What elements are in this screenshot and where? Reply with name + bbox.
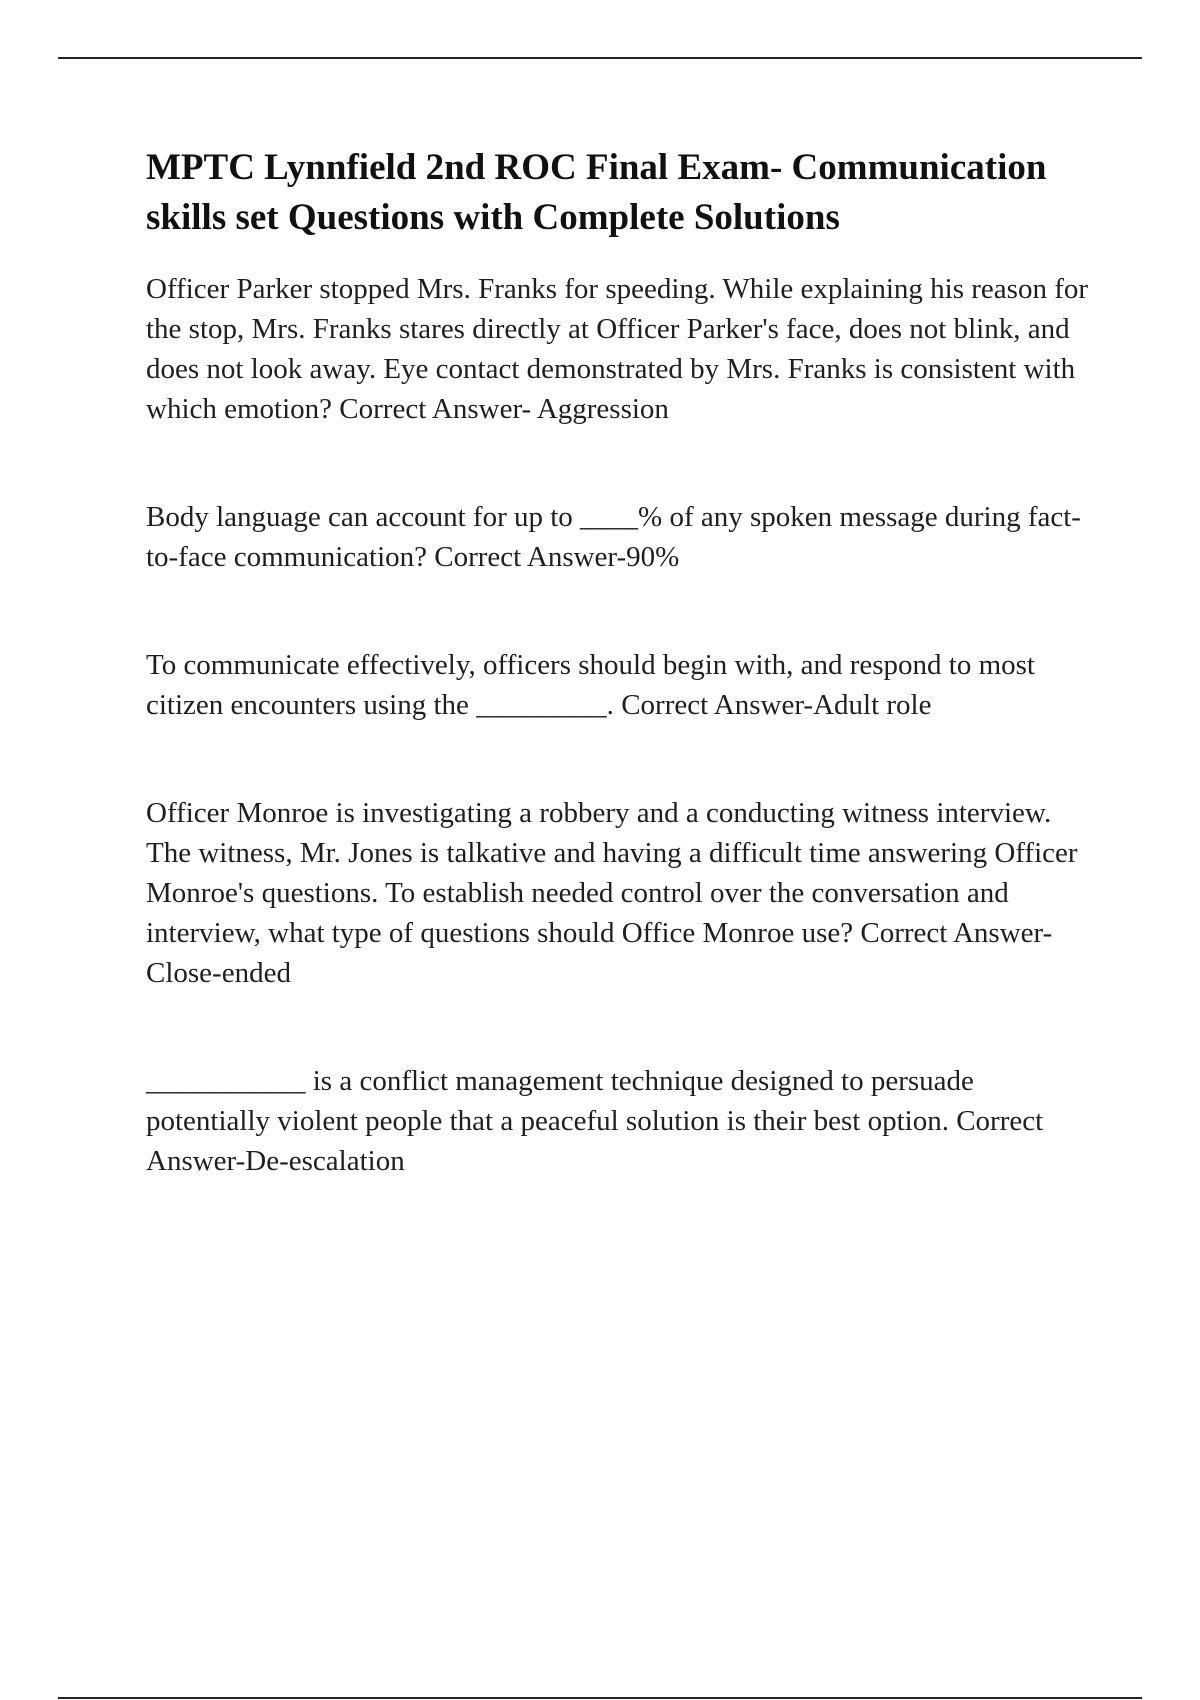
answer-text: Correct Answer-Adult role <box>621 689 932 721</box>
document-body <box>146 143 1096 1249</box>
qa-item <box>146 793 1096 993</box>
qa-item <box>146 497 1096 577</box>
question-text: Body language can account for up to ____% of any spoken message during fact-to-face communication? <box>146 501 1081 573</box>
qa-list <box>146 269 1096 1181</box>
question-text: Officer Monroe is investigating a robbery and a conducting witness interview. The witness, Mr. Jones is talkative and having a difficult time answering Officer Monroe's questions. To establish needed control over the conversation and interview, what type of questions should Office Monroe use? <box>146 797 1078 949</box>
answer-text: Correct Answer- Aggression <box>339 393 669 425</box>
qa-item <box>146 645 1096 725</box>
bottom-rule <box>58 1697 1142 1699</box>
qa-item <box>146 269 1096 429</box>
answer-text: Correct Answer-Close-ended <box>146 917 1053 989</box>
answer-text: Correct Answer-De-escalation <box>146 1105 1044 1177</box>
qa-item <box>146 1061 1096 1181</box>
question-text: Officer Parker stopped Mrs. Franks for speeding. While explaining his reason for the stop, Mrs. Franks stares directly at Officer Parker's face, does not blink, and does not look away. Eye contact demonstrated by Mrs. Franks is consistent with which emotion? <box>146 273 1089 425</box>
top-rule <box>58 57 1142 59</box>
question-text: To communicate effectively, officers should begin with, and respond to most citizen encounters using the _________. <box>146 649 1035 721</box>
document-title: MPTC Lynnfield 2nd ROC Final Exam- Communication skills set Questions with Complete Solutions <box>146 147 1047 238</box>
answer-text: Correct Answer-90% <box>434 541 680 573</box>
question-text: ___________ is a conflict management technique designed to persuade potentially violent people that a peaceful solution is their best option. <box>146 1065 974 1137</box>
